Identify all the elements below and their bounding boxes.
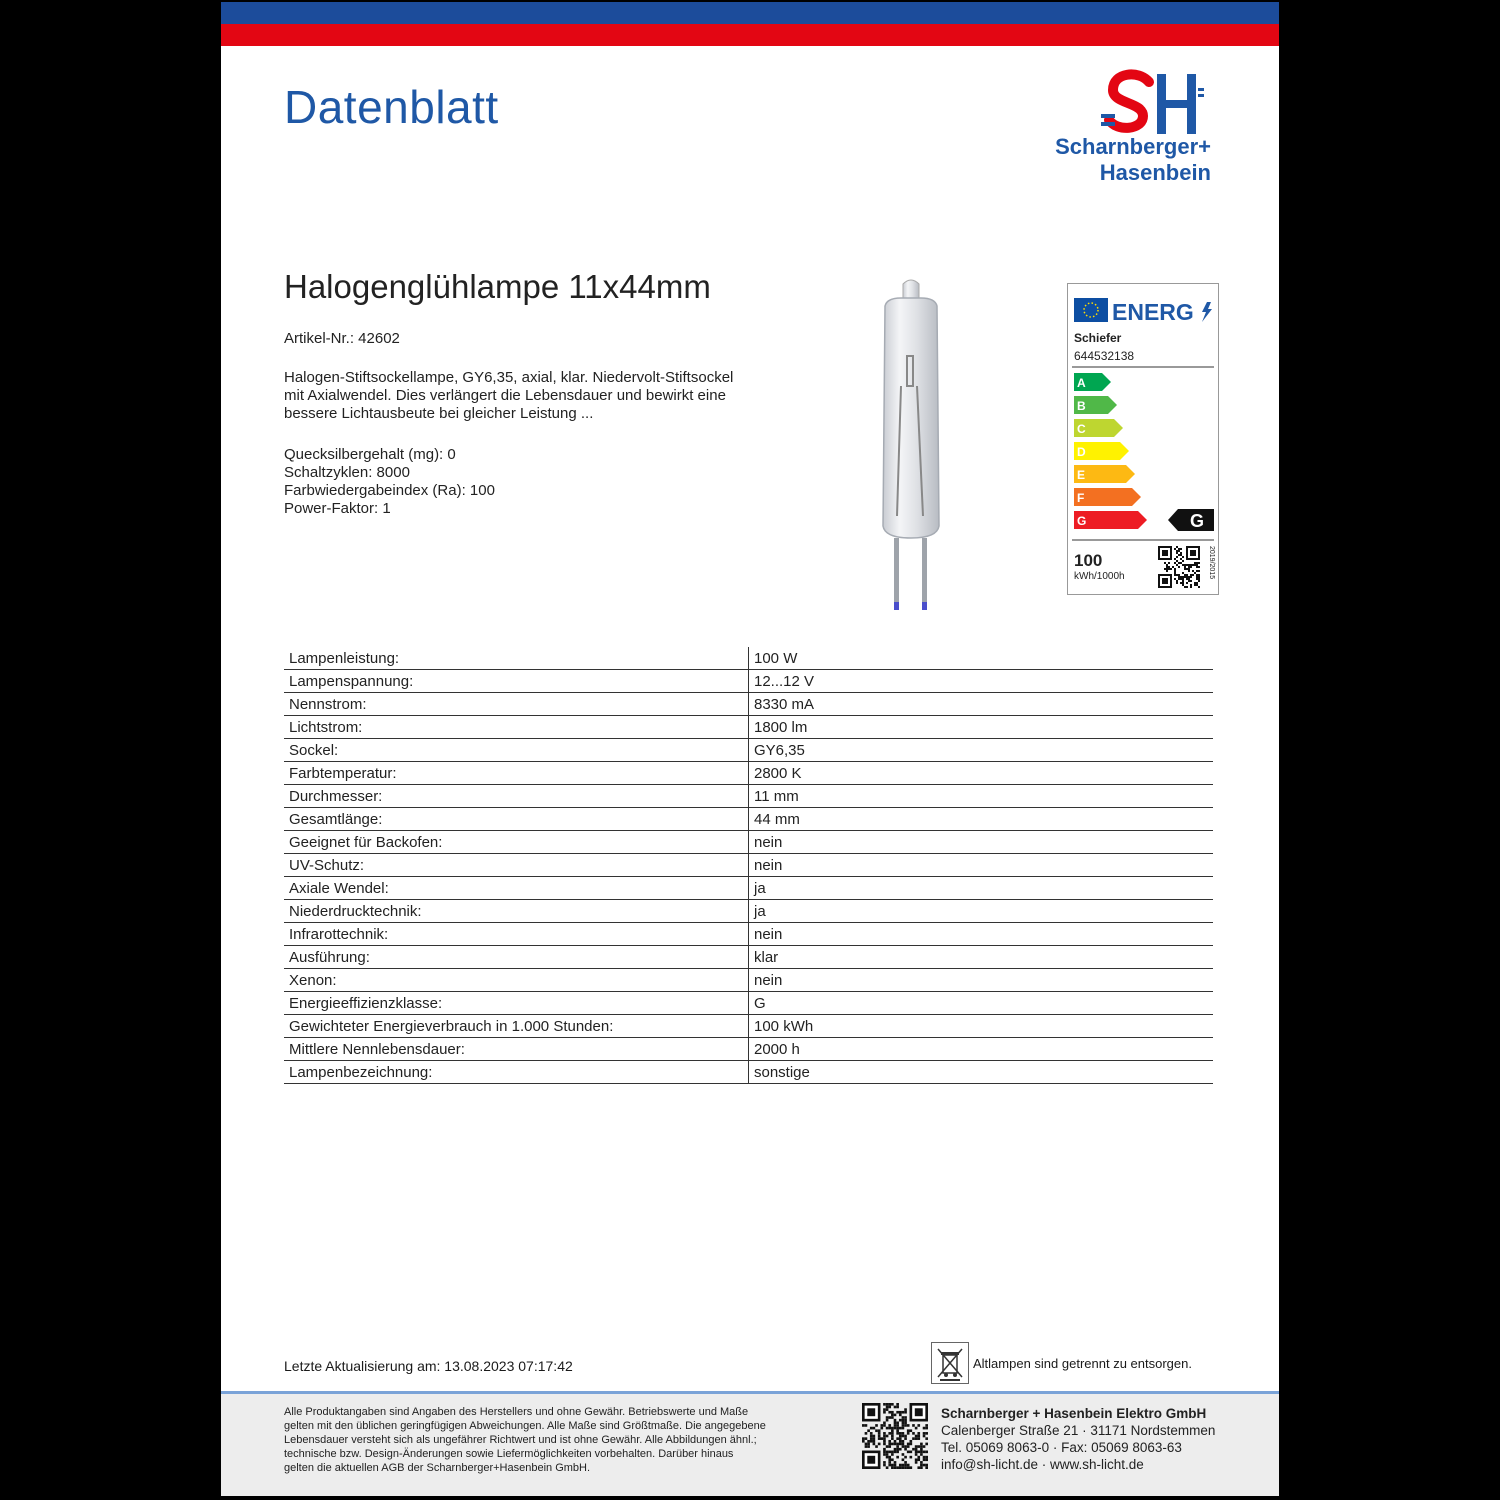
company-web[interactable]: info@sh-licht.de · www.sh-licht.de <box>941 1457 1144 1472</box>
spec-row <box>284 785 1213 808</box>
property-line: Power-Faktor: 1 <box>284 500 391 517</box>
sh-logo-icon <box>981 68 1221 138</box>
spec-row <box>284 808 1213 831</box>
spec-label: Farbtemperatur: <box>284 762 749 785</box>
spec-row <box>284 946 1213 969</box>
spec-value: ja <box>749 900 1214 923</box>
spec-value: GY6,35 <box>749 739 1214 762</box>
disclaimer-line: Lebensdauer versteht sich als ungefährer Richtwert und ist ohne Gewähr. Alle Abbildungen ähnl.; <box>284 1434 757 1446</box>
spec-row <box>284 900 1213 923</box>
spec-table <box>284 647 1213 1084</box>
spec-label: Xenon: <box>284 969 749 992</box>
spec-row <box>284 969 1213 992</box>
property-line: Quecksilbergehalt (mg): 0 <box>284 446 456 463</box>
company-contact <box>941 1405 1215 1473</box>
header-stripe-red <box>221 24 1279 46</box>
energy-class-letter: F <box>1077 491 1085 505</box>
spec-label: Lampenleistung: <box>284 647 749 670</box>
energy-class-letter: D <box>1077 445 1086 459</box>
spec-label: UV-Schutz: <box>284 854 749 877</box>
description-line: Halogen-Stiftsockellampe, GY6,35, axial, klar. Niedervolt-Stiftsockel <box>284 369 734 386</box>
disclaimer-line: technische bzw. Design-Änderungen sowie Liefermöglichkeiten vorbehalten. Darüber hinaus <box>284 1448 734 1460</box>
spec-value: 11 mm <box>749 785 1214 808</box>
energy-class-bar <box>1074 373 1111 391</box>
spec-value: klar <box>749 946 1214 969</box>
spec-value: sonstige <box>749 1061 1214 1084</box>
spec-value: 2800 K <box>749 762 1214 785</box>
energy-class-letter: E <box>1077 468 1086 482</box>
product-description <box>284 369 774 423</box>
article-number: Artikel-Nr.: 42602 <box>284 330 400 347</box>
spec-row <box>284 1015 1213 1038</box>
spec-label: Energieeffizienzklasse: <box>284 992 749 1015</box>
consumption-value: 100 <box>1074 551 1103 570</box>
spec-value: 100 W <box>749 647 1214 670</box>
spec-value: 8330 mA <box>749 693 1214 716</box>
spec-label: Nennstrom: <box>284 693 749 716</box>
spec-row <box>284 992 1213 1015</box>
regulation-number: 2019/2015 <box>1208 546 1215 580</box>
spec-label: Gesamtlänge: <box>284 808 749 831</box>
company-address: Calenberger Straße 21 · 31171 Nordstemmen <box>941 1423 1216 1438</box>
eu-flag-icon <box>1074 298 1108 322</box>
spec-row <box>284 739 1213 762</box>
product-properties <box>284 446 495 518</box>
logo-brand-line1: Scharnberger+ <box>1055 134 1211 159</box>
spec-row <box>284 1061 1213 1084</box>
spec-label: Lampenbezeichnung: <box>284 1061 749 1084</box>
spec-row <box>284 831 1213 854</box>
spec-row <box>284 762 1213 785</box>
spec-label: Geeignet für Backofen: <box>284 831 749 854</box>
spec-label: Axiale Wendel: <box>284 877 749 900</box>
spec-row <box>284 647 1213 670</box>
footer-disclaimer <box>284 1405 844 1475</box>
spec-label: Lampenspannung: <box>284 670 749 693</box>
spec-label: Gewichteter Energieverbrauch in 1.000 Stunden: <box>284 1015 749 1038</box>
energy-label-header: ENERG <box>1112 299 1194 325</box>
qr-code-icon <box>1158 546 1200 588</box>
property-line: Schaltzyklen: 8000 <box>284 464 410 481</box>
spec-row <box>284 716 1213 739</box>
spec-value: nein <box>749 969 1214 992</box>
spec-value: nein <box>749 854 1214 877</box>
company-phone: Tel. 05069 8063-0 · Fax: 05069 8063-63 <box>941 1440 1182 1455</box>
spec-row <box>284 923 1213 946</box>
energy-class-letter: C <box>1077 422 1086 436</box>
energy-class-letter: A <box>1077 376 1086 390</box>
energy-class-bar <box>1074 442 1129 460</box>
spec-value: 100 kWh <box>749 1015 1214 1038</box>
spec-value: 2000 h <box>749 1038 1214 1061</box>
energy-class-letter: B <box>1077 399 1086 413</box>
spec-value: 44 mm <box>749 808 1214 831</box>
spec-value: 1800 lm <box>749 716 1214 739</box>
company-logo <box>981 68 1221 188</box>
spec-value: nein <box>749 923 1214 946</box>
datasheet-page <box>221 2 1279 1496</box>
spec-label: Niederdrucktechnik: <box>284 900 749 923</box>
rating-letter: G <box>1190 511 1205 531</box>
spec-label: Infrarottechnik: <box>284 923 749 946</box>
product-name: Halogenglühlampe 11x44mm <box>284 268 711 305</box>
energy-class-bar <box>1074 465 1135 483</box>
spec-row <box>284 670 1213 693</box>
property-line: Farbwiedergabeindex (Ra): 100 <box>284 482 495 499</box>
disclaimer-line: gelten mit den üblichen geringfügigen Abweichungen. Alle Maße sind Größtmaße. Die angegebene <box>284 1420 766 1432</box>
disclaimer-line: Alle Produktangaben sind Angaben des Herstellers und ohne Gewähr. Betriebswerte und Maße <box>284 1406 749 1418</box>
spec-label: Sockel: <box>284 739 749 762</box>
disposal-note: Altlampen sind getrennt zu entsorgen. <box>973 1356 1192 1371</box>
lamp-image <box>861 276 961 616</box>
model-id: 644532138 <box>1074 349 1135 363</box>
last-updated: Letzte Aktualisierung am: 13.08.2023 07:17:42 <box>284 1358 573 1374</box>
description-line: mit Axialwendel. Dies verlängert die Lebensdauer und bewirkt eine <box>284 387 726 404</box>
lightning-icon <box>1202 302 1212 322</box>
energy-class-bar <box>1074 396 1117 414</box>
description-line: bessere Lichtausbeute bei gleicher Leistung ... <box>284 405 594 422</box>
qr-code-icon[interactable] <box>862 1403 928 1469</box>
spec-value: ja <box>749 877 1214 900</box>
spec-label: Mittlere Nennlebensdauer: <box>284 1038 749 1061</box>
header-stripe-blue <box>221 2 1279 24</box>
disclaimer-line: gelten die aktuellen AGB der Scharnberger+Hasenbein GmbH. <box>284 1462 591 1474</box>
spec-label: Durchmesser: <box>284 785 749 808</box>
crossed-bin-icon <box>931 1342 969 1384</box>
energy-class-bar <box>1074 419 1123 437</box>
spec-label: Ausführung: <box>284 946 749 969</box>
energy-class-bar <box>1074 488 1141 506</box>
doc-title: Datenblatt <box>284 81 499 133</box>
spec-row <box>284 854 1213 877</box>
spec-value: nein <box>749 831 1214 854</box>
spec-row <box>284 877 1213 900</box>
spec-row <box>284 693 1213 716</box>
energy-class-letter: G <box>1077 514 1087 528</box>
spec-label: Lichtstrom: <box>284 716 749 739</box>
consumption-unit: kWh/1000h <box>1074 571 1125 582</box>
energy-class-bar <box>1074 511 1147 529</box>
company-name: Scharnberger + Hasenbein Elektro GmbH <box>941 1406 1207 1421</box>
spec-row <box>284 1038 1213 1061</box>
spec-value: G <box>749 992 1214 1015</box>
energy-label <box>1067 283 1219 595</box>
spec-value: 12...12 V <box>749 670 1214 693</box>
rating-arrow <box>1168 509 1214 531</box>
logo-brand-line2: Hasenbein <box>1099 160 1211 185</box>
supplier-name: Schiefer <box>1074 331 1122 345</box>
